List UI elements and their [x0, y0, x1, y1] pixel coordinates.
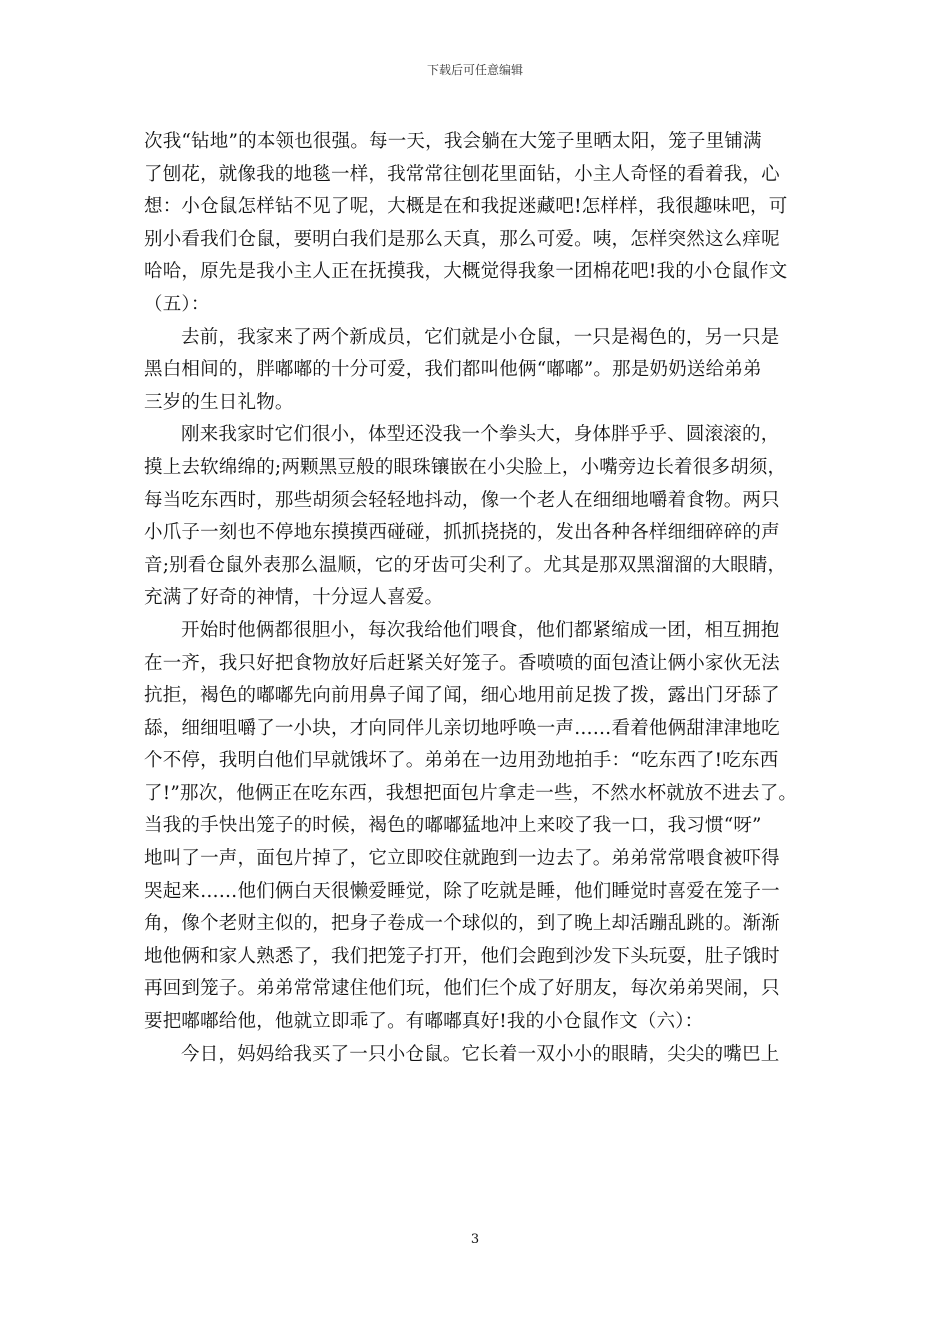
text-line: 每当吃东西时，那些胡须会轻轻地抖动，像一个老人在细细地嚼着食物。两只 [144, 489, 780, 511]
text-line: 地他俩和家人熟悉了，我们把笼子打开，他们会跑到沙发下头玩耍，肚子饿时 [144, 945, 780, 967]
text-line: 想：小仓鼠怎样钻不见了呢，大概是在和我捉迷藏吧!怎样样，我很趣味吧，可 [144, 196, 788, 218]
text-line: 舔，细细咀嚼了一小块，才向同伴儿亲切地呼唤一声……看着他俩甜津津地吃 [144, 717, 780, 739]
text-line: 个不停，我明白他们早就饿坏了。弟弟在一边用劲地拍手：“吃东西了!吃东西 [144, 750, 779, 772]
text-line: 当我的手快出笼子的时候，褐色的嘟嘟猛地冲上来咬了我一口，我习惯“呀” [144, 815, 762, 837]
text-line: 了刨花，就像我的地毯一样，我常常往刨花里面钻，小主人奇怪的看着我，心 [144, 163, 780, 185]
text-line: 刚来我家时它们很小，体型还没我一个拳头大，身体胖乎乎、圆滚滚的， [181, 424, 780, 446]
text-line: 去前，我家来了两个新成员，它们就是小仓鼠，一只是褐色的，另一只是 [181, 326, 780, 348]
text-line: 地叫了一声，面包片掉了，它立即咬住就跑到一边去了。弟弟常常喂食被吓得 [144, 848, 780, 870]
text-line: 摸上去软绵绵的;两颗黑豆般的眼珠镶嵌在小尖脸上，小嘴旁边长着很多胡须， [144, 456, 787, 478]
text-line: 再回到笼子。弟弟常常逮住他们玩，他们仨个成了好朋友，每次弟弟哭闹，只 [144, 978, 780, 1000]
page-header: 下载后可任意编辑 [426, 63, 523, 77]
text-line: 充满了好奇的神情，十分逗人喜爱。 [144, 587, 444, 609]
body-text [144, 126, 814, 1071]
text-line: 今日，妈妈给我买了一只小仓鼠。它长着一双小小的眼睛，尖尖的嘴巴上 [181, 1043, 780, 1065]
page-number: 3 [470, 1232, 480, 1247]
text-line: 音;别看仓鼠外表那么温顺，它的牙齿可尖利了。尤其是那双黑溜溜的大眼睛， [144, 554, 787, 576]
text-line: 开始时他俩都很胆小，每次我给他们喂食，他们都紧缩成一团，相互拥抱 [181, 619, 780, 641]
text-line: 三岁的生日礼物。 [144, 391, 294, 413]
text-line: 小爪子一刻也不停地东摸摸西碰碰，抓抓挠挠的，发出各种各样细细碎碎的声 [144, 522, 780, 544]
text-line: 黑白相间的，胖嘟嘟的十分可爱，我们都叫他俩“嘟嘟”。那是奶奶送给弟弟 [144, 359, 762, 381]
text-line: 要把嘟嘟给他，他就立即乖了。有嘟嘟真好!我的小仓鼠作文（六）： [144, 1011, 704, 1033]
text-line: 次我“钻地”的本领也很强。每一天，我会躺在大笼子里晒太阳，笼子里铺满 [144, 131, 762, 152]
text-line: （五）： [144, 293, 210, 315]
text-line: 在一齐，我只好把食物放好后赶紧关好笼子。香喷喷的面包渣让俩小家伙无法 [144, 652, 780, 674]
text-line: 哭起来……他们俩白天很懒爱睡觉，除了吃就是睡，他们睡觉时喜爱在笼子一 [144, 880, 780, 902]
text-line: 抗拒，褐色的嘟嘟先向前用鼻子闻了闻，细心地用前足拨了拨，露出门牙舔了 [144, 685, 780, 707]
text-line: 哈哈，原先是我小主人正在抚摸我，大概觉得我象一团棉花吧!我的小仓鼠作文 [144, 261, 788, 283]
text-line: 角，像个老财主似的，把身子卷成一个球似的，到了晚上却活蹦乱跳的。渐渐 [144, 913, 780, 935]
text-line: 别小看我们仓鼠，要明白我们是那么天真，那么可爱。咦，怎样突然这么痒呢 [144, 228, 780, 250]
text-line: 了!”那次，他俩正在吃东西，我想把面包片拿走一些，不然水杯就放不进去了。 [144, 782, 798, 804]
